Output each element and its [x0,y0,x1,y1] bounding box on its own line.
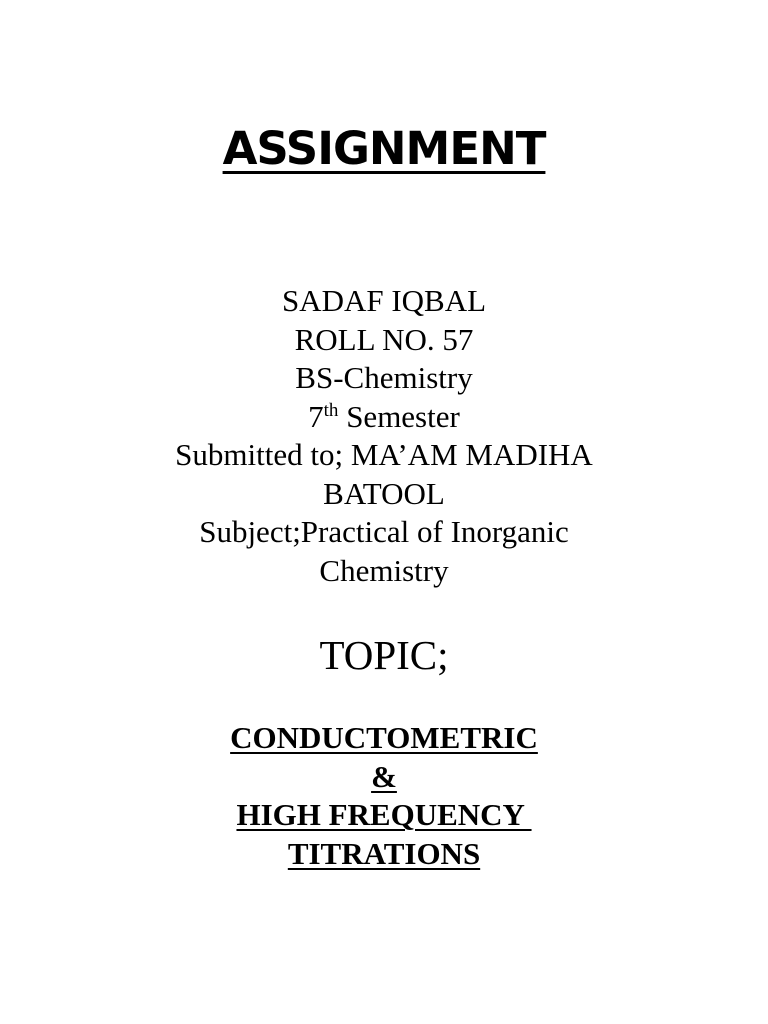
submitted-to-line-2: BATOOL [323,475,445,511]
roll-number: ROLL NO. 57 [294,321,474,357]
semester-word: Semester [338,398,460,434]
topic-line [0,796,768,835]
topic-line [0,758,768,797]
semester-suffix: th [323,399,339,421]
semester-number: 7 [308,398,324,434]
topic-line [0,719,768,758]
assignment-title [0,113,768,185]
topic-label: TOPIC; [319,632,449,678]
topic-line-text: CONDUCTOMETRIC [230,720,538,755]
assignment-title-text: ASSIGNMENT [222,122,546,175]
topic-line-text: HIGH FREQUENCY [236,797,532,832]
topic-line [0,835,768,874]
submitted-to-line-1: Submitted to; MA’AM MADIHA [175,437,593,472]
student-name: SADAF IQBAL [281,283,487,318]
student-info [0,282,768,590]
subject-line-2: Chemistry [319,552,449,588]
subject-line-1: Subject;Practical of Inorganic [199,514,569,549]
topic-line-text: TITRATIONS [287,835,481,871]
topic-title [0,719,768,873]
semester [0,398,768,437]
program: BS-Chemistry [295,360,473,395]
topic-line-text: & [371,758,397,794]
